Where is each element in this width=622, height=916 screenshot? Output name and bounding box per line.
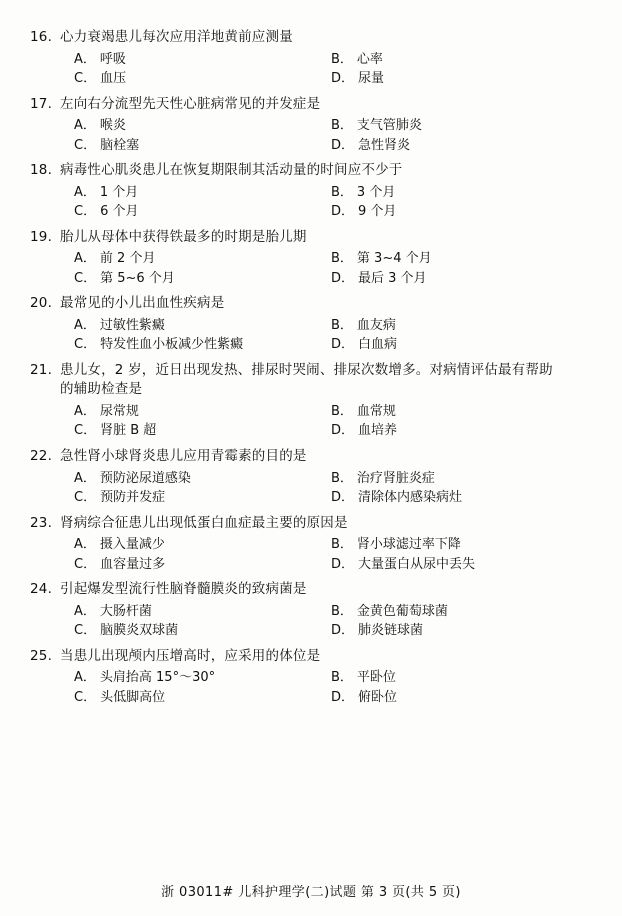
option-a[interactable] [74, 249, 331, 269]
option-group [30, 50, 588, 89]
question-stem [30, 514, 588, 534]
option-letter: B． [331, 184, 353, 200]
option-letter: B． [331, 403, 353, 419]
option-d[interactable] [331, 269, 588, 289]
option-d[interactable] [331, 202, 588, 222]
option-letter: C． [74, 137, 97, 153]
option-letter: A． [74, 470, 96, 486]
option-a[interactable] [74, 402, 331, 422]
question-text-line2: 的辅助检查是 [60, 381, 143, 398]
question-number: 20. [30, 295, 53, 312]
question-number: 17. [30, 95, 53, 112]
question-item [30, 161, 588, 222]
option-letter: A． [74, 251, 96, 267]
option-label: 6 个月 [100, 204, 139, 220]
option-d[interactable] [331, 688, 588, 708]
option-label: 头低脚高位 [100, 689, 166, 705]
option-b[interactable] [331, 602, 588, 622]
option-group [30, 602, 588, 641]
option-row [30, 402, 588, 422]
question-text [60, 361, 588, 400]
option-letter: A． [74, 184, 96, 200]
option-letter: B． [331, 118, 353, 134]
option-a[interactable] [74, 50, 331, 70]
option-label: 清除体内感染病灶 [358, 490, 463, 505]
question-item [30, 514, 588, 575]
option-row [30, 249, 588, 269]
option-label: 1 个月 [99, 184, 139, 200]
option-row [30, 69, 588, 89]
option-c[interactable] [74, 555, 331, 575]
option-letter: A． [74, 603, 96, 619]
option-b[interactable] [331, 668, 588, 688]
option-letter: C． [74, 423, 97, 439]
option-a[interactable] [74, 602, 331, 622]
option-group [30, 469, 588, 508]
question-text: 左向右分流型先天性心脏病常见的并发症是 [60, 95, 321, 112]
option-letter: B． [331, 251, 353, 267]
option-label: 治疗肾脏炎症 [356, 470, 435, 486]
option-label: 特发性血小板减少性紫癜 [100, 337, 244, 353]
option-label: 预防泌尿道感染 [99, 470, 191, 486]
option-row [30, 269, 588, 289]
option-c[interactable] [74, 621, 331, 641]
question-text: 胎儿从母体中获得铁最多的时期是胎儿期 [60, 228, 307, 245]
option-letter: B． [331, 603, 353, 619]
question-number: 24. [30, 581, 53, 598]
option-label: 第 3~4 个月 [356, 251, 432, 267]
option-row [30, 116, 588, 136]
option-a[interactable] [74, 183, 331, 203]
option-letter: D． [331, 137, 355, 153]
option-label: 血压 [100, 71, 127, 87]
option-letter: A． [74, 118, 96, 134]
option-letter: B． [331, 51, 353, 67]
option-row [30, 668, 588, 688]
option-letter: D． [331, 423, 355, 439]
option-label: 头肩抬高 15°～30° [99, 670, 216, 686]
option-label: 前 2 个月 [99, 251, 156, 267]
option-label: 心率 [356, 51, 383, 67]
option-label: 支气管肺炎 [356, 118, 422, 134]
option-label: 俯卧位 [358, 689, 398, 705]
option-letter: D． [331, 270, 355, 286]
option-c[interactable] [74, 269, 331, 289]
option-letter: D． [331, 689, 355, 705]
option-d[interactable] [331, 555, 588, 575]
question-number: 19. [30, 228, 53, 245]
option-row [30, 621, 588, 641]
option-a[interactable] [74, 316, 331, 336]
question-number: 16. [30, 29, 53, 45]
option-letter: D． [331, 623, 355, 639]
question-number: 18. [30, 162, 53, 179]
option-label: 摄入量减少 [99, 537, 165, 553]
option-row [30, 421, 588, 441]
question-stem [30, 28, 588, 48]
option-letter: A． [74, 537, 96, 553]
option-group [30, 535, 588, 574]
option-c[interactable] [74, 421, 331, 441]
option-letter: B． [331, 537, 353, 553]
question-item [30, 580, 588, 641]
option-b[interactable] [331, 316, 588, 336]
option-label: 血友病 [356, 317, 396, 333]
option-b[interactable] [331, 50, 588, 70]
option-label: 肾小球滤过率下降 [356, 537, 461, 553]
option-label: 3 个月 [356, 184, 396, 200]
option-label: 喉炎 [99, 118, 126, 134]
option-label: 大肠杆菌 [99, 603, 152, 619]
option-c[interactable] [74, 136, 331, 156]
option-c[interactable] [74, 488, 331, 508]
option-label: 急性肾炎 [358, 137, 411, 153]
question-number: 25. [30, 647, 53, 664]
option-letter: C． [74, 270, 97, 286]
option-group [30, 183, 588, 222]
question-number: 23. [30, 514, 53, 531]
option-letter: D． [331, 71, 355, 87]
option-row [30, 316, 588, 336]
option-label: 肾脏 B 超 [100, 423, 157, 439]
option-d[interactable] [331, 621, 588, 641]
option-label: 白血病 [358, 337, 398, 353]
option-letter: C． [74, 490, 97, 505]
option-label: 金黄色葡萄球菌 [356, 603, 448, 619]
option-a[interactable] [74, 535, 331, 555]
option-row [30, 488, 588, 508]
option-b[interactable] [331, 402, 588, 422]
option-b[interactable] [331, 535, 588, 555]
option-label: 平卧位 [356, 670, 396, 686]
option-row [30, 469, 588, 489]
question-number: 22. [30, 447, 53, 464]
option-d[interactable] [331, 488, 588, 508]
option-letter: B． [331, 670, 353, 686]
option-letter: C． [74, 623, 97, 639]
option-letter: D． [331, 490, 355, 505]
option-label: 血常规 [356, 403, 396, 419]
option-row [30, 335, 588, 355]
option-label: 第 5~6 个月 [100, 270, 175, 286]
option-a[interactable] [74, 469, 331, 489]
option-d[interactable] [331, 69, 588, 89]
question-item [30, 361, 588, 441]
question-text: 急性肾小球肾炎患儿应用青霉素的目的是 [60, 447, 307, 464]
option-c[interactable] [74, 202, 331, 222]
option-letter: C． [74, 337, 97, 353]
option-b[interactable] [331, 249, 588, 269]
option-letter: A． [74, 317, 96, 333]
question-stem [30, 161, 588, 181]
option-b[interactable] [331, 469, 588, 489]
option-label: 脑栓塞 [100, 137, 140, 153]
option-label: 呼吸 [99, 51, 126, 67]
question-text: 当患儿出现颅内压增高时，应采用的体位是 [60, 647, 321, 664]
question-text: 引起爆发型流行性脑脊髓膜炎的致病菌是 [60, 581, 307, 598]
question-text: 最常见的小儿出血性疾病是 [60, 295, 225, 312]
option-row [30, 535, 588, 555]
question-text: 病毒性心肌炎患儿在恢复期限制其活动量的时间应不少于 [60, 162, 403, 179]
option-letter: D． [331, 337, 355, 353]
option-letter: A． [74, 670, 96, 686]
option-letter: D． [331, 204, 355, 220]
question-stem [30, 647, 588, 667]
option-label: 大量蛋白从尿中丢失 [358, 556, 476, 572]
question-stem [30, 95, 588, 115]
option-group [30, 116, 588, 155]
option-group [30, 668, 588, 707]
question-number: 21. [30, 361, 53, 378]
option-row [30, 183, 588, 203]
option-row [30, 602, 588, 622]
option-row [30, 136, 588, 156]
option-row [30, 202, 588, 222]
question-item [30, 228, 588, 289]
option-letter: A． [74, 51, 96, 67]
option-letter: C． [74, 204, 97, 220]
option-group [30, 316, 588, 355]
option-c[interactable] [74, 335, 331, 355]
option-c[interactable] [74, 688, 331, 708]
option-d[interactable] [331, 421, 588, 441]
question-stem [30, 580, 588, 600]
question-stem [30, 361, 588, 400]
option-label: 脑膜炎双球菌 [100, 623, 179, 639]
option-row [30, 50, 588, 70]
option-d[interactable] [331, 335, 588, 355]
option-letter: C． [74, 689, 97, 705]
option-label: 预防并发症 [100, 490, 166, 505]
question-item [30, 647, 588, 708]
option-b[interactable] [331, 116, 588, 136]
option-label: 肺炎链球菌 [358, 623, 424, 639]
question-text: 肾病综合征患儿出现低蛋白血症最主要的原因是 [60, 514, 348, 531]
question-text-line1: 患儿女，2 岁，近日出现发热、排尿时哭闹、排尿次数增多。对病情评估最有帮助 [60, 361, 553, 378]
option-a[interactable] [74, 116, 331, 136]
option-row [30, 688, 588, 708]
option-row [30, 555, 588, 575]
option-a[interactable] [74, 668, 331, 688]
page-footer: 浙 03011# 儿科护理学(二)试题 第 3 页(共 5 页) [161, 885, 461, 900]
option-label: 最后 3 个月 [358, 270, 427, 286]
question-item [30, 28, 588, 89]
question-item [30, 95, 588, 156]
question-stem [30, 228, 588, 248]
option-label: 血培养 [358, 423, 398, 439]
option-letter: C． [74, 71, 97, 87]
option-c[interactable] [74, 69, 331, 89]
option-letter: D． [331, 556, 355, 572]
question-item [30, 447, 588, 508]
question-text: 心力衰竭患儿每次应用洋地黄前应测量 [60, 29, 293, 45]
option-label: 尿常规 [99, 403, 139, 419]
question-stem [30, 294, 588, 314]
option-letter: B． [331, 317, 353, 333]
option-letter: C． [74, 556, 97, 572]
option-letter: B． [331, 470, 353, 486]
option-group [30, 402, 588, 441]
option-label: 9 个月 [358, 204, 397, 220]
option-letter: A． [74, 403, 96, 419]
option-d[interactable] [331, 136, 588, 156]
option-label: 尿量 [358, 71, 385, 87]
option-group [30, 249, 588, 288]
question-item [30, 294, 588, 355]
option-label: 过敏性紫癜 [99, 317, 165, 333]
option-label: 血容量过多 [100, 556, 166, 572]
option-b[interactable] [331, 183, 588, 203]
question-stem [30, 447, 588, 467]
